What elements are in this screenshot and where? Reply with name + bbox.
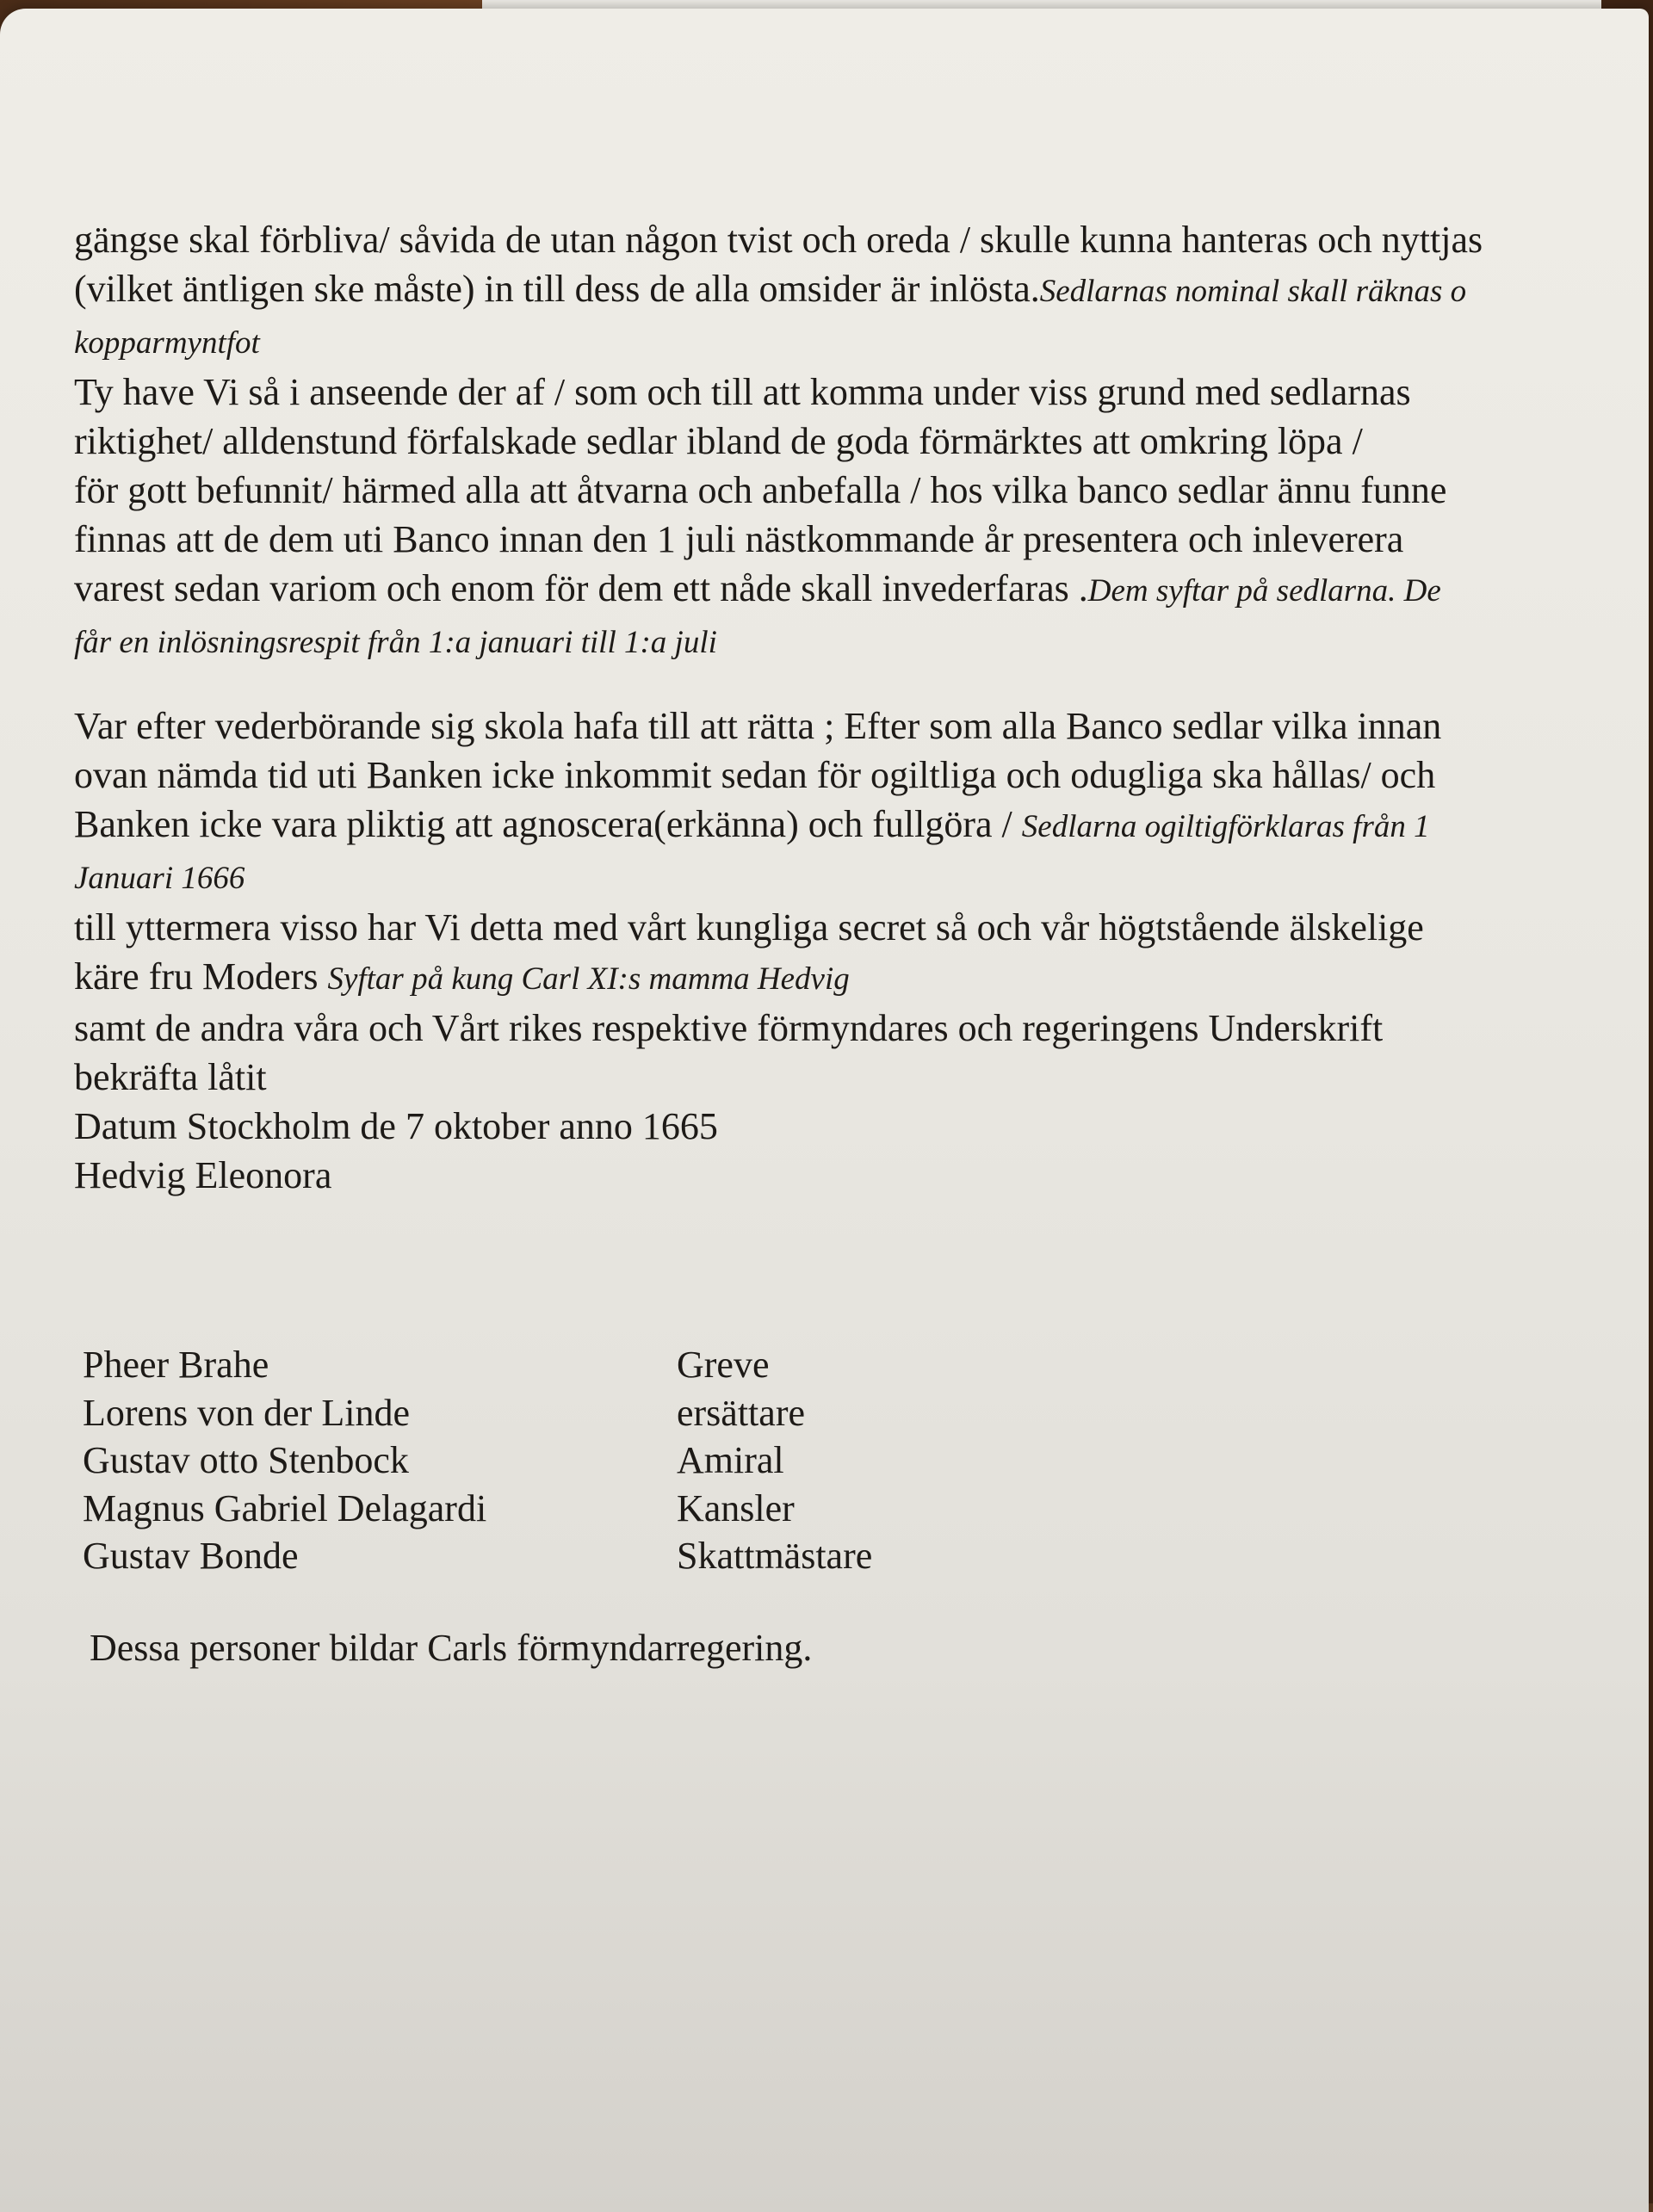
signer-name: Gustav Bonde [83,1535,299,1577]
paragraph-3-text: för gott befunnit/ härmed alla att åtvarna och anbefalla / hos vilka banco sedlar ännu funne finnas att de dem uti Banco innan den 1 juli nästkommande år presentera och inleverera varest sedan variom och enom för dem ett nåde skall invederfaras . [74,469,1447,609]
paragraph-spacer [74,667,1486,701]
paragraph-1 [74,215,1486,368]
paragraph-2-text: Ty have Vi så i anseende der af / som och till att komma under viss grund med sedlarnas riktighet/ alldenstund förfalskade sedlar ibland de goda förmärktes att omkring löpa / [74,371,1411,462]
signer-name: Pheer Brahe [83,1344,269,1386]
signer-title: Greve [677,1344,770,1386]
document-body [74,215,1486,1200]
signer-title: Amiral [677,1439,784,1481]
paragraph-5-note: Syftar på kung Carl XI:s mamma Hedvig [327,961,850,997]
paragraph-4-note: Sedlarna ogiltigförklaras från 1 Januari 1666 [74,809,1430,896]
queen-signature: Hedvig Eleonora [74,1154,332,1196]
paragraph-5-text: till yttermera visso har Vi detta med vårt kungliga secret så och vår högtstående älskelige käre fru Moders [74,906,1424,998]
signer-row [83,1341,1030,1389]
document-page [0,9,1649,2212]
signer-row [83,1532,1030,1580]
signer-row [83,1389,1030,1437]
paragraph-6 [74,1004,1486,1102]
signer-title: Skattmästare [677,1535,873,1577]
signer-name: Gustav otto Stenbock [83,1439,409,1481]
closing-line: Dessa personer bildar Carls förmyndarregering. [90,1627,813,1669]
signer-name: Magnus Gabriel Delagardi [83,1486,487,1529]
paragraph-1-text: gängse skal förbliva/ såvida de utan någon tvist och oreda / skulle kunna hanteras och nyttjas (vilket äntligen ske måste) in till dess de alla omsider är inlösta. [74,219,1483,310]
paragraph-1-note: Sedlarnas nominal skall räknas o kopparmyntfot [74,274,1467,361]
date-line: Datum Stockholm de 7 oktober anno 1665 [74,1105,718,1147]
signer-row [83,1485,1030,1533]
signer-title: ersättare [677,1391,805,1434]
paragraph-4-text: Var efter vederbörande sig skola hafa till att rätta ; Efter som alla Banco sedlar vilka innan ovan nämda tid uti Banken icke inkommit sedan för ogiltliga och odugliga ska hållas/ och Banken icke vara pliktig att agnoscera(erkänna) och fullgöra / [74,705,1442,845]
paragraph-6-text: samt de andra våra och Vårt rikes respektive förmyndares och regeringens Underskrift bekräfta låtit [74,1007,1384,1098]
signer-name: Lorens von der Linde [83,1391,410,1434]
signer-row [83,1437,1030,1485]
paragraph-3-note: Dem syftar på sedlarna. De får en inlösningsrespit från 1:a januari till 1:a juli [74,573,1441,660]
signer-title: Kansler [677,1486,795,1529]
paragraph-5 [74,903,1486,1004]
signers-list [83,1341,1030,1580]
paragraph-2 [74,368,1486,466]
paragraph-3 [74,466,1486,667]
paragraph-4 [74,701,1486,903]
